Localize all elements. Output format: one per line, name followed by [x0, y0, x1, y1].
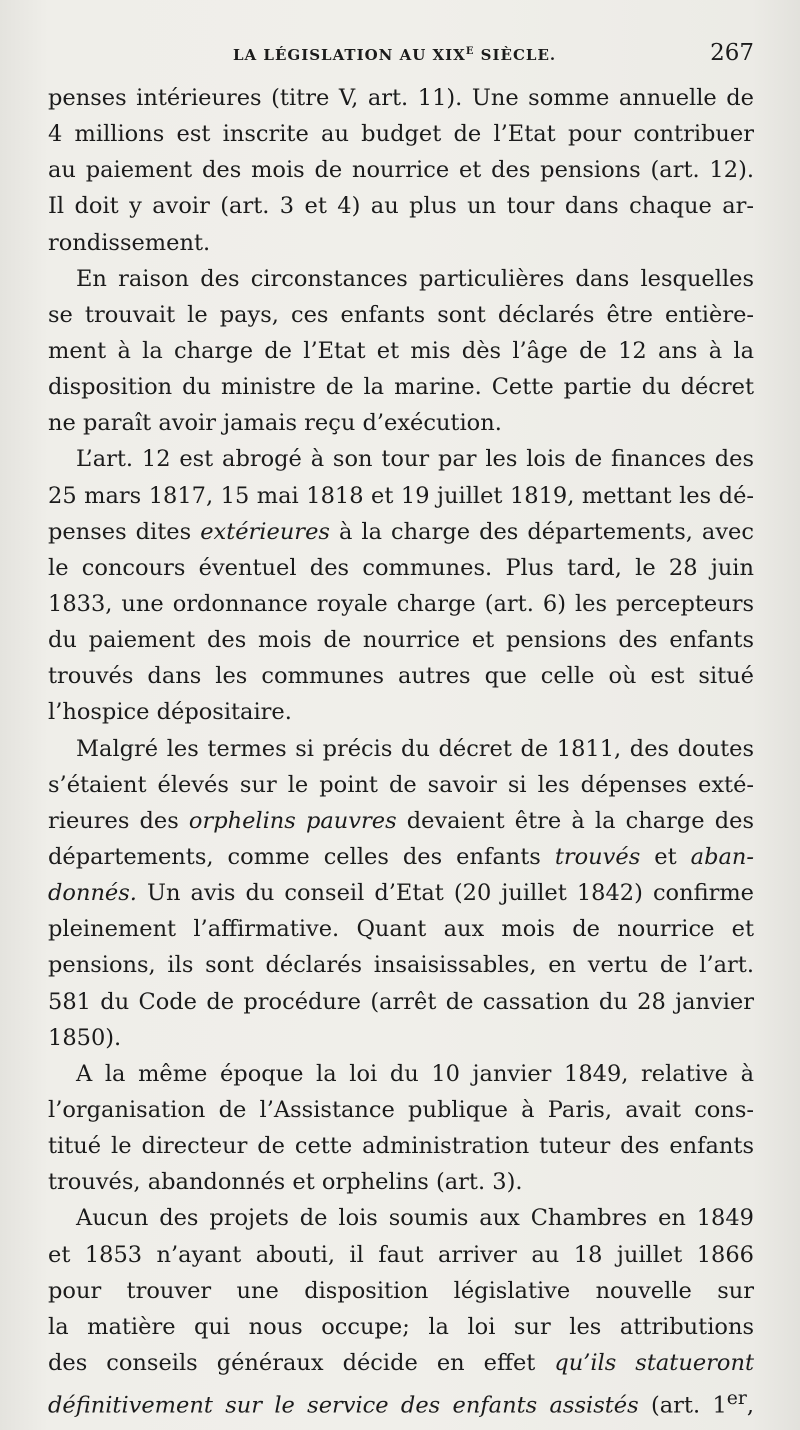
- paragraph-start: En raison des circonstances particulières dans lesquelles: [76, 265, 754, 292]
- text-line: pensions, ils sont déclarés insaisissables, en vertu de l’art.: [48, 952, 754, 979]
- text-line: du paiement des mois de nourrice et pensions des enfants: [48, 627, 754, 654]
- text-line: trouvés, abandonnés et orphelins (art. 3).: [48, 1169, 523, 1196]
- text-line: 25 mars 1817, 15 mai 1818 et 19 juillet 1819, mettant les dé-: [48, 482, 754, 509]
- paragraph-start: Aucun des projets de lois soumis aux Chambres en 1849: [76, 1205, 754, 1232]
- text-line: penses intérieures (titre V, art. 11). Une somme annuelle de: [48, 85, 754, 111]
- running-title-text: LA LÉGISLATION AU XIX: [233, 46, 466, 64]
- text-segment: devaient être à la charge des: [396, 807, 754, 834]
- text-line: [48, 803, 754, 839]
- text-line: pour trouver une disposition législative nouvelle sur: [48, 1277, 754, 1304]
- text-segment: et: [640, 843, 691, 870]
- text-line: pleinement l’affirmative. Quant aux mois de nourrice et: [48, 916, 754, 943]
- running-title-end: SIÈCLE.: [474, 46, 557, 64]
- text-line: 581 du Code de procédure (arrêt de cassation du 28 janvier: [48, 988, 754, 1015]
- italic-term: définitivement sur le service des enfants assistés: [48, 1392, 639, 1418]
- body-text: [48, 80, 754, 1417]
- italic-term: aban-: [690, 843, 754, 870]
- paragraph-start: Malgré les termes si précis du décret de 1811, des doutes: [76, 735, 754, 762]
- text-line: le concours éventuel des communes. Plus tard, le 28 juin: [48, 554, 754, 581]
- text-line: [48, 1345, 754, 1381]
- italic-term: donnés.: [48, 880, 137, 907]
- text-segment: (art. 1: [638, 1392, 727, 1418]
- text-line: [48, 514, 754, 550]
- running-head: [48, 40, 754, 74]
- text-line: Il doit y avoir (art. 3 et 4) au plus un tour dans chaque ar-: [48, 193, 754, 220]
- text-line: ment à la charge de l’Etat et mis dès l’âge de 12 ans à la: [48, 337, 754, 364]
- italic-term: qu’ils statueront: [554, 1349, 754, 1376]
- text-line: [48, 839, 754, 875]
- text-line: 1850).: [48, 1024, 122, 1051]
- text-segment: ,: [746, 1392, 754, 1418]
- page-number: 267: [710, 40, 754, 66]
- text-line: se trouvait le pays, ces enfants sont déclarés être entière-: [48, 301, 754, 328]
- text-segment: Un avis du conseil d’Etat (20 juillet 1842) confirme: [136, 880, 754, 907]
- text-line: [48, 1381, 754, 1417]
- paragraph-start: A la même époque la loi du 10 janvier 1849, relative à: [76, 1060, 754, 1087]
- italic-term: trouvés: [554, 843, 641, 870]
- text-line: ne paraît avoir jamais reçu d’exécution.: [48, 410, 502, 437]
- ordinal-superscript: er: [726, 1388, 747, 1410]
- text-line: rondissement.: [48, 229, 211, 256]
- paragraph-start: L’art. 12 est abrogé à son tour par les lois de finances des: [76, 446, 754, 473]
- text-line: trouvés dans les communes autres que celle où est situé: [48, 663, 754, 690]
- text-segment: penses dites: [48, 518, 201, 545]
- text-line: l’organisation de l’Assistance publique à Paris, avait cons-: [48, 1096, 754, 1123]
- text-line: au paiement des mois de nourrice et des pensions (art. 12).: [48, 157, 754, 184]
- text-line: 4 millions est inscrite au budget de l’Etat pour contribuer: [48, 121, 754, 148]
- text-line: l’hospice dépositaire.: [48, 699, 292, 726]
- text-segment: des conseils généraux décide en effet: [48, 1349, 555, 1376]
- text-line: disposition du ministre de la marine. Cette partie du décret: [48, 374, 754, 401]
- text-line: titué le directeur de cette administration tuteur des enfants: [48, 1133, 754, 1160]
- text-segment: à la charge des départements, avec: [329, 518, 754, 545]
- text-line: [48, 875, 754, 911]
- text-line: la matière qui nous occupe; la loi sur les attributions: [48, 1313, 754, 1340]
- running-title: [233, 46, 556, 64]
- text-line: et 1853 n’ayant abouti, il faut arriver au 18 juillet 1866: [48, 1241, 754, 1268]
- text-line: 1833, une ordonnance royale charge (art. 6) les percepteurs: [48, 590, 754, 617]
- text-segment: départements, comme celles des enfants: [48, 843, 555, 870]
- century-superscript: E: [465, 46, 475, 57]
- italic-term: extérieures: [200, 518, 330, 545]
- italic-term: orphelins pauvres: [188, 807, 397, 834]
- text-line: s’étaient élevés sur le point de savoir si les dépenses exté-: [48, 771, 754, 798]
- text-segment: rieures des: [48, 807, 189, 834]
